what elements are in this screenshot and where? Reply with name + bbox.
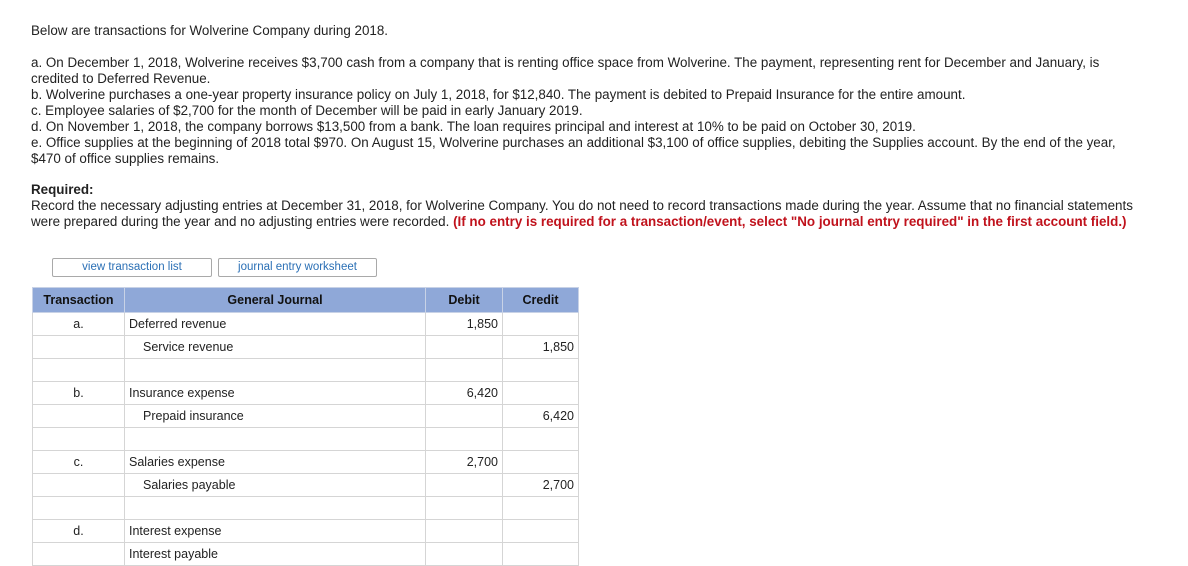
required-line-2-text: were prepared during the year and no adjusting entries were recorded. <box>31 214 450 229</box>
journal-body <box>33 313 579 566</box>
journal-entry-worksheet-button[interactable]: journal entry worksheet <box>218 258 377 277</box>
debit-header: Debit <box>426 288 503 313</box>
credit-cell[interactable] <box>503 428 579 451</box>
general-journal-table <box>32 287 579 566</box>
item-b: b. Wolverine purchases a one-year property insurance policy on July 1, 2018, for $12,840. The payment is debited to Prepaid Insurance for the entire amount. <box>31 87 966 102</box>
account-cell[interactable]: Service revenue <box>125 336 426 359</box>
transaction-cell <box>33 497 125 520</box>
journal-row <box>33 520 579 543</box>
item-a-line-2: credited to Deferred Revenue. <box>31 71 211 86</box>
debit-cell[interactable] <box>426 543 503 566</box>
required-heading: Required: <box>31 182 94 197</box>
credit-cell[interactable] <box>503 451 579 474</box>
debit-cell[interactable] <box>426 359 503 382</box>
account-cell[interactable]: Insurance expense <box>125 382 426 405</box>
required-line-1: Record the necessary adjusting entries at December 31, 2018, for Wolverine Company. You do not need to record transactions made during the year. Assume that no financial statements <box>31 198 1133 213</box>
journal-row <box>33 405 579 428</box>
debit-cell[interactable]: 6,420 <box>426 382 503 405</box>
transaction-cell <box>33 359 125 382</box>
debit-cell[interactable] <box>426 520 503 543</box>
credit-cell[interactable] <box>503 313 579 336</box>
account-cell[interactable]: Interest payable <box>125 543 426 566</box>
debit-cell[interactable] <box>426 428 503 451</box>
account-cell[interactable] <box>125 497 426 520</box>
transaction-cell: d. <box>33 520 125 543</box>
account-cell[interactable] <box>125 359 426 382</box>
debit-cell[interactable] <box>426 497 503 520</box>
account-cell[interactable]: Salaries payable <box>125 474 426 497</box>
debit-cell[interactable]: 1,850 <box>426 313 503 336</box>
view-transaction-list-button[interactable]: view transaction list <box>52 258 212 277</box>
journal-row <box>33 359 579 382</box>
transaction-cell: b. <box>33 382 125 405</box>
debit-cell[interactable] <box>426 336 503 359</box>
credit-header: Credit <box>503 288 579 313</box>
general-journal-header: General Journal <box>125 288 426 313</box>
credit-cell[interactable]: 1,850 <box>503 336 579 359</box>
credit-cell[interactable] <box>503 520 579 543</box>
journal-row <box>33 474 579 497</box>
journal-row <box>33 336 579 359</box>
journal-header-row <box>33 288 579 313</box>
journal-row <box>33 451 579 474</box>
journal-row <box>33 543 579 566</box>
transaction-cell <box>33 405 125 428</box>
item-d: d. On November 1, 2018, the company borrows $13,500 from a bank. The loan requires principal and interest at 10% to be paid on October 30, 2019. <box>31 119 916 134</box>
item-e-line-2: $470 of office supplies remains. <box>31 151 220 166</box>
account-cell[interactable] <box>125 428 426 451</box>
required-note: (If no entry is required for a transaction/event, select "No journal entry required" in the first account field.) <box>453 214 1127 229</box>
account-cell[interactable]: Prepaid insurance <box>125 405 426 428</box>
debit-cell[interactable] <box>426 474 503 497</box>
credit-cell[interactable]: 2,700 <box>503 474 579 497</box>
account-cell[interactable]: Deferred revenue <box>125 313 426 336</box>
required-line-2 <box>31 214 1127 230</box>
transaction-cell <box>33 474 125 497</box>
transaction-cell <box>33 428 125 451</box>
transaction-cell: a. <box>33 313 125 336</box>
journal-row <box>33 382 579 405</box>
credit-cell[interactable]: 6,420 <box>503 405 579 428</box>
account-cell[interactable]: Interest expense <box>125 520 426 543</box>
debit-cell[interactable] <box>426 405 503 428</box>
credit-cell[interactable] <box>503 497 579 520</box>
debit-cell[interactable]: 2,700 <box>426 451 503 474</box>
transaction-cell <box>33 336 125 359</box>
transaction-header: Transaction <box>33 288 125 313</box>
transaction-cell: c. <box>33 451 125 474</box>
transaction-cell <box>33 543 125 566</box>
credit-cell[interactable] <box>503 543 579 566</box>
item-e-line-1: e. Office supplies at the beginning of 2018 total $970. On August 15, Wolverine purchases an additional $3,100 of office supplies, debiting the Supplies account. By the end of the year, <box>31 135 1116 150</box>
item-c: c. Employee salaries of $2,700 for the month of December will be paid in early January 2019. <box>31 103 583 118</box>
item-a-line-1: a. On December 1, 2018, Wolverine receives $3,700 cash from a company that is renting office space from Wolverine. The payment, representing rent for December and January, is <box>31 55 1100 70</box>
account-cell[interactable]: Salaries expense <box>125 451 426 474</box>
journal-row <box>33 497 579 520</box>
journal-row <box>33 313 579 336</box>
intro-text: Below are transactions for Wolverine Company during 2018. <box>31 23 389 38</box>
credit-cell[interactable] <box>503 382 579 405</box>
credit-cell[interactable] <box>503 359 579 382</box>
journal-row <box>33 428 579 451</box>
